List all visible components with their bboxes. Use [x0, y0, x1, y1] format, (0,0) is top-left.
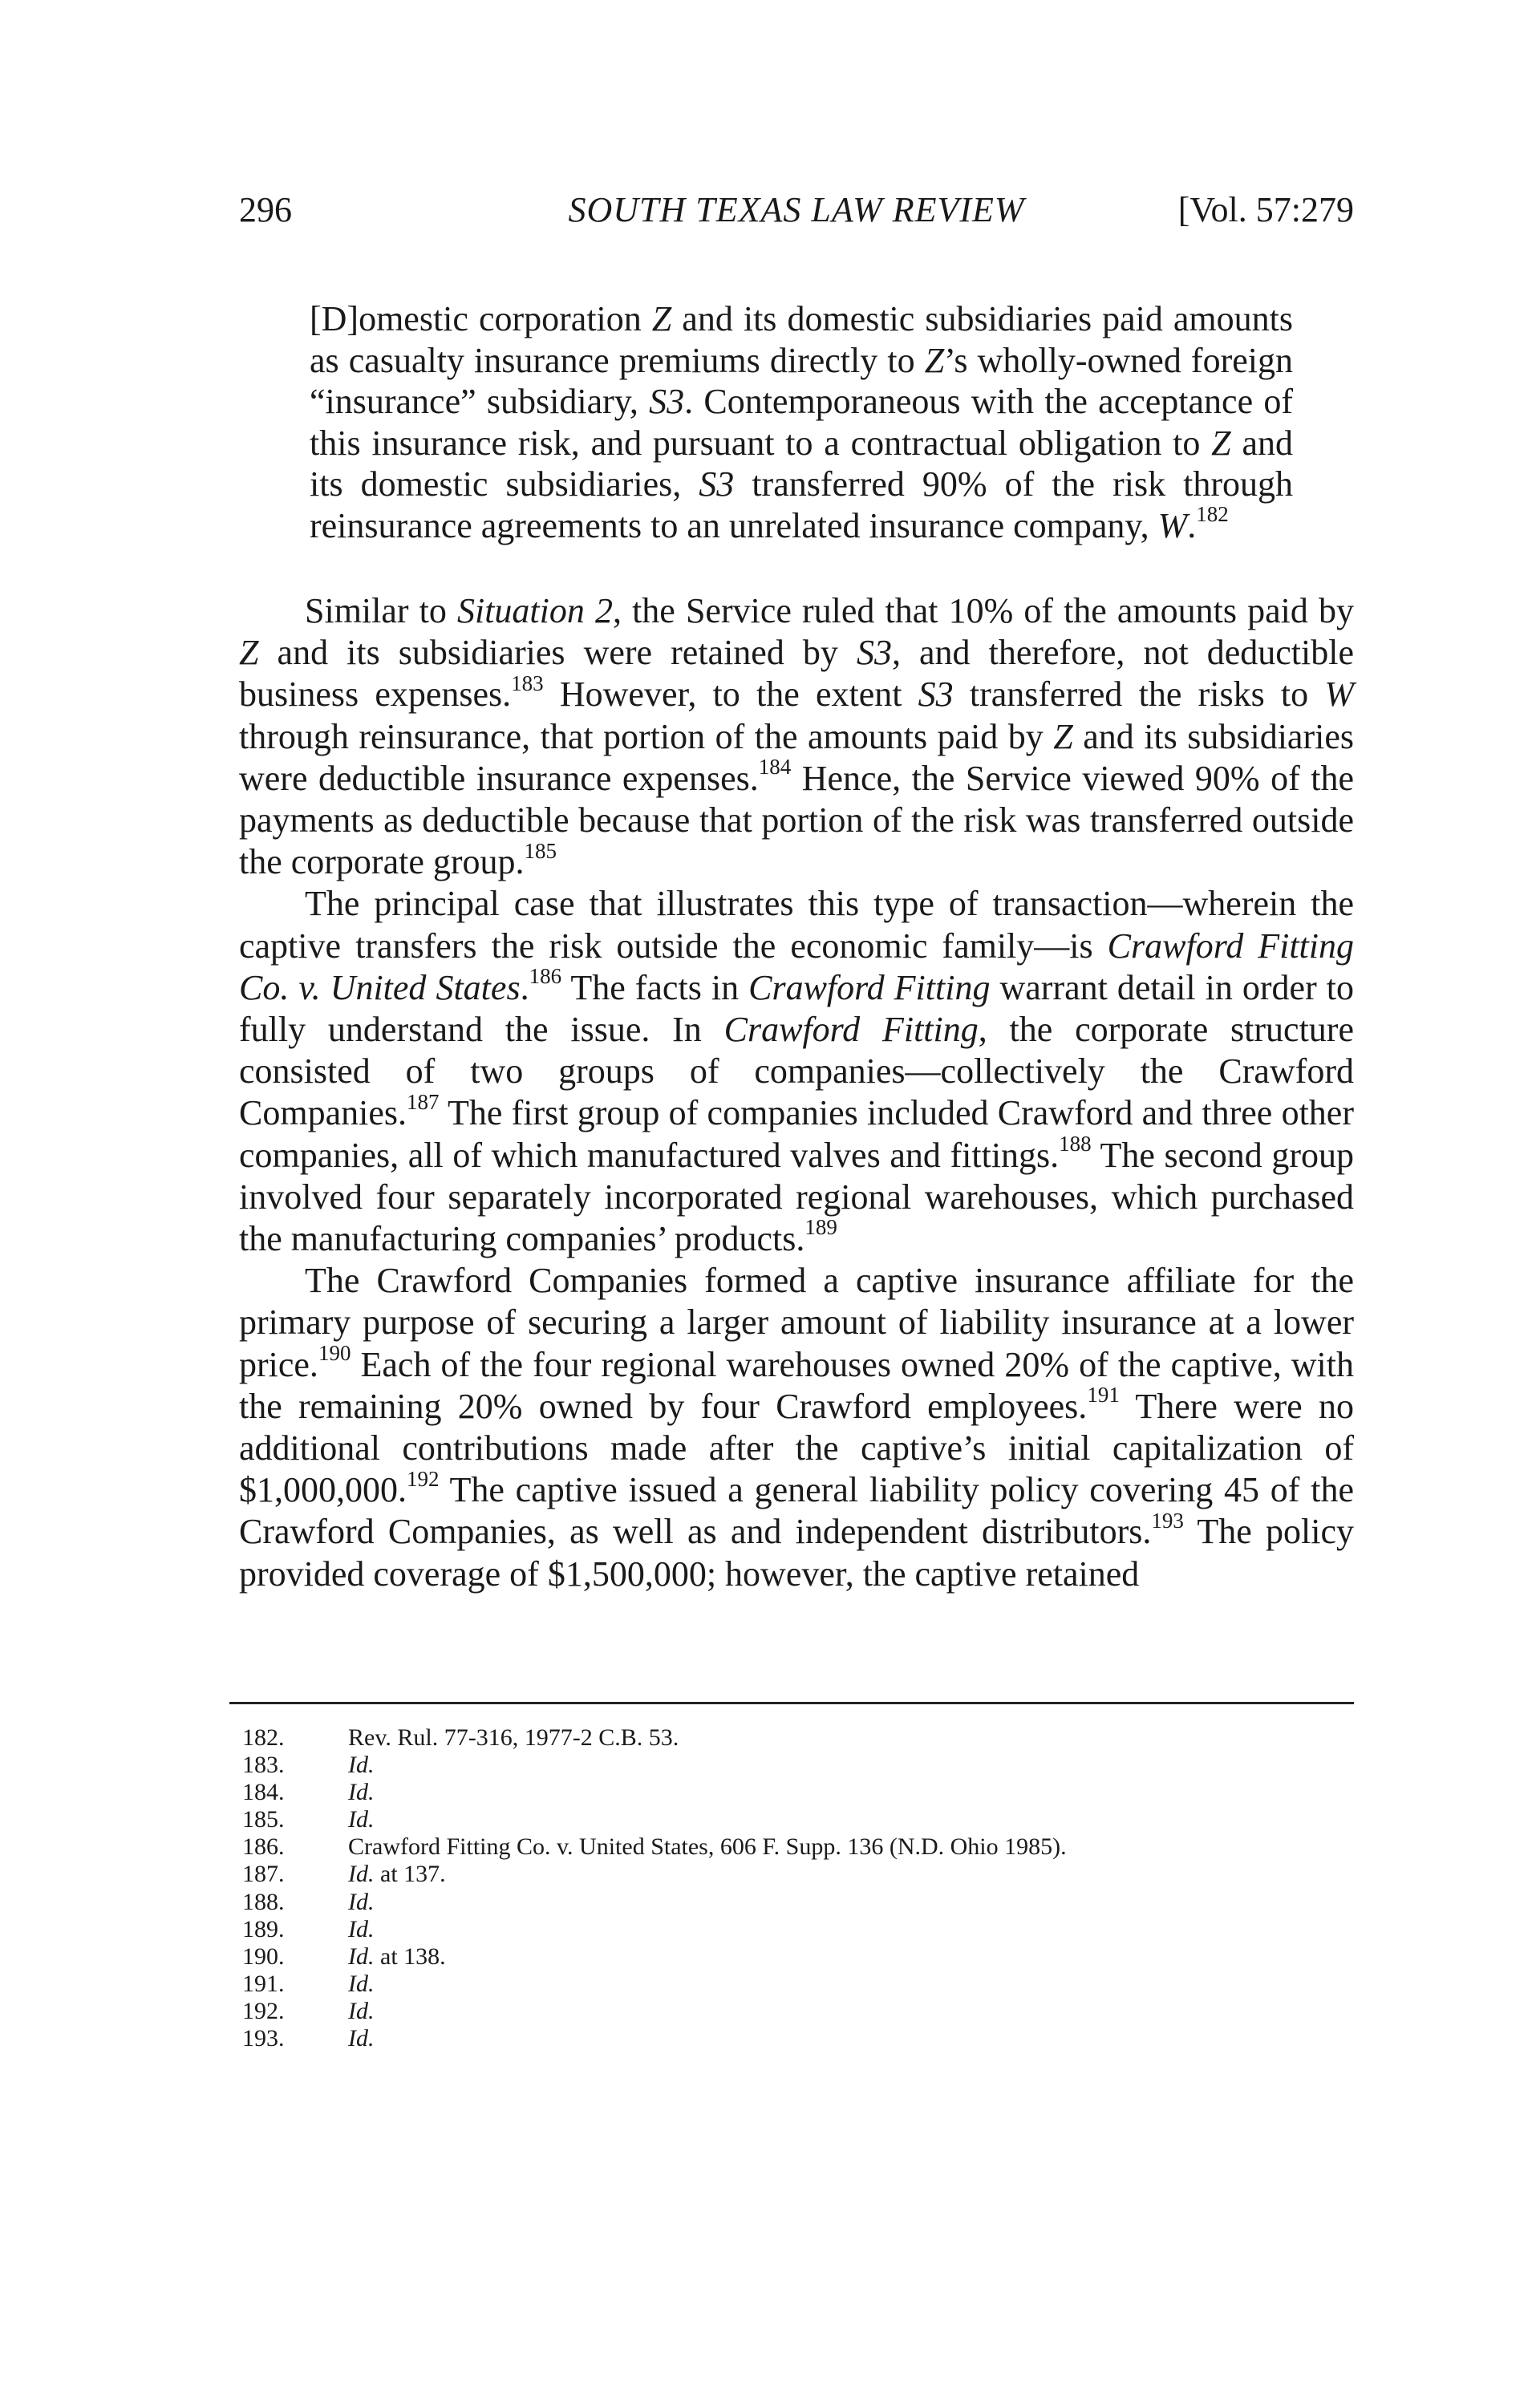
footnote: 189. Id.	[242, 1915, 375, 1942]
footnote-number: 188.	[242, 1888, 285, 1915]
footnote-number: 189.	[242, 1915, 285, 1942]
footnote-number: 187.	[242, 1861, 285, 1888]
footnote-ref[interactable]: 184	[758, 755, 792, 780]
footnote-divider	[229, 1702, 1354, 1704]
running-header	[239, 189, 1354, 237]
paragraph: The Crawford Companies formed a captive insurance affiliate for the primary purpose of securing a larger amount of liability insurance at a lower price.$^{190}$ Each of the four regional warehouses owned 20% of the captive, with the remaining 20% owned by four Crawford employees.$^{191}$ There were no additional contributions made after the captive’s initial capitalization of $1,000,000.$^{192}$ The captive issued a general liability policy covering 45 of the Crawford Companies, as well as and independent distributors.$^{193}$ The policy provided coverage of $1,500,000; however, the captive retained	[239, 1261, 1355, 1594]
footnote-number: 190.	[242, 1942, 285, 1970]
footnote-ref[interactable]: 187	[406, 1089, 440, 1114]
footnote-number: 185.	[242, 1806, 285, 1833]
footnote-ref[interactable]: 185	[524, 838, 557, 863]
footnote-ref[interactable]: 186	[529, 964, 562, 989]
footnote: 193. Id.	[242, 2025, 375, 2052]
footnote-number: 184.	[242, 1779, 285, 1806]
footnote: 191. Id.	[242, 1970, 375, 1997]
footnote: 184. Id.	[242, 1779, 375, 1806]
footnote-ref[interactable]: 182	[1196, 501, 1229, 526]
footnote: 192. Id.	[242, 1997, 375, 2024]
footnote-number: 193.	[242, 2025, 285, 2052]
footnote-number: 192.	[242, 1997, 285, 2024]
footnote-ref[interactable]: 188	[1059, 1131, 1092, 1156]
footnote-ref[interactable]: 192	[407, 1466, 440, 1491]
footnote: 183. Id.	[242, 1752, 375, 1779]
journal-title: SOUTH TEXAS LAW REVIEW	[568, 190, 1025, 229]
paragraph: Similar to Situation 2, the Service ruled that 10% of the amounts paid by Z and its subsidiaries were retained by S3, and therefore, not deductible business expenses.$^{183}$ However, to the extent S3 transferred the risks to W through reinsurance, that portion of the amounts paid by Z and its subsidiaries were deductible insurance expenses.$^{184}$ Hence, the Service viewed 90% of the payments as deductible because that portion of the risk was transferred outside the corporate group.$^{185}$	[239, 591, 1354, 882]
footnote-ref[interactable]: 183	[511, 670, 544, 695]
volume-citation: [Vol. 57:279	[1177, 190, 1354, 229]
page-number: 296	[239, 190, 292, 229]
footnote-number: 182.	[242, 1724, 285, 1751]
footnote: 190. Id. at 138.	[242, 1942, 446, 1970]
main-text	[239, 590, 1354, 1595]
paragraph: The principal case that illustrates this type of transaction—wherein the captive transfers the risk outside the economic family—is Crawford Fitting Co. v. United States.$^{186}$ The facts in Crawford Fitting warrant detail in order to fully understand the issue. In Crawford Fitting, the corporate structure consisted of two groups of companies—collectively the Crawford Companies.$^{187}$ The first group of companies included Crawford and three other companies, all of which manufactured valves and fittings.$^{188}$ The second group involved four separately incorporated regional warehouses, which purchased the manufacturing companies’ products.$^{189}$	[239, 884, 1354, 1259]
footnote-number: 191.	[242, 1970, 285, 1997]
footnote-ref[interactable]: 193	[1151, 1508, 1184, 1533]
footnote: 187. Id. at 137.	[242, 1861, 446, 1888]
footnote: 182. Rev. Rul. 77-316, 1977-2 C.B. 53.	[242, 1724, 679, 1751]
footnote-number: 183.	[242, 1752, 285, 1779]
footnote-ref[interactable]: 191	[1087, 1383, 1120, 1408]
footnote: 185. Id.	[242, 1806, 375, 1833]
footnote: 186. Crawford Fitting Co. v. United States, 606 F. Supp. 136 (N.D. Ohio 1985).	[242, 1833, 1067, 1861]
footnote: 188. Id.	[242, 1888, 375, 1915]
footnotes	[242, 1724, 1357, 2052]
footnote-number: 186.	[242, 1833, 285, 1861]
footnote-ref[interactable]: 189	[804, 1215, 837, 1240]
block-quote: [D]omestic corporation Z and its domestic subsidiaries paid amounts as casualty insurance premiums directly to Z’s wholly-owned foreign “insurance” subsidiary, S3. Contemporaneous with the acceptance of this insurance risk, and pursuant to a contractual obligation to Z and its domestic subsidiaries, S3 transferred 90% of the risk through reinsurance agreements to an unrelated insurance company, W.$^{182}$	[310, 299, 1293, 545]
footnote-ref[interactable]: 190	[318, 1341, 351, 1365]
